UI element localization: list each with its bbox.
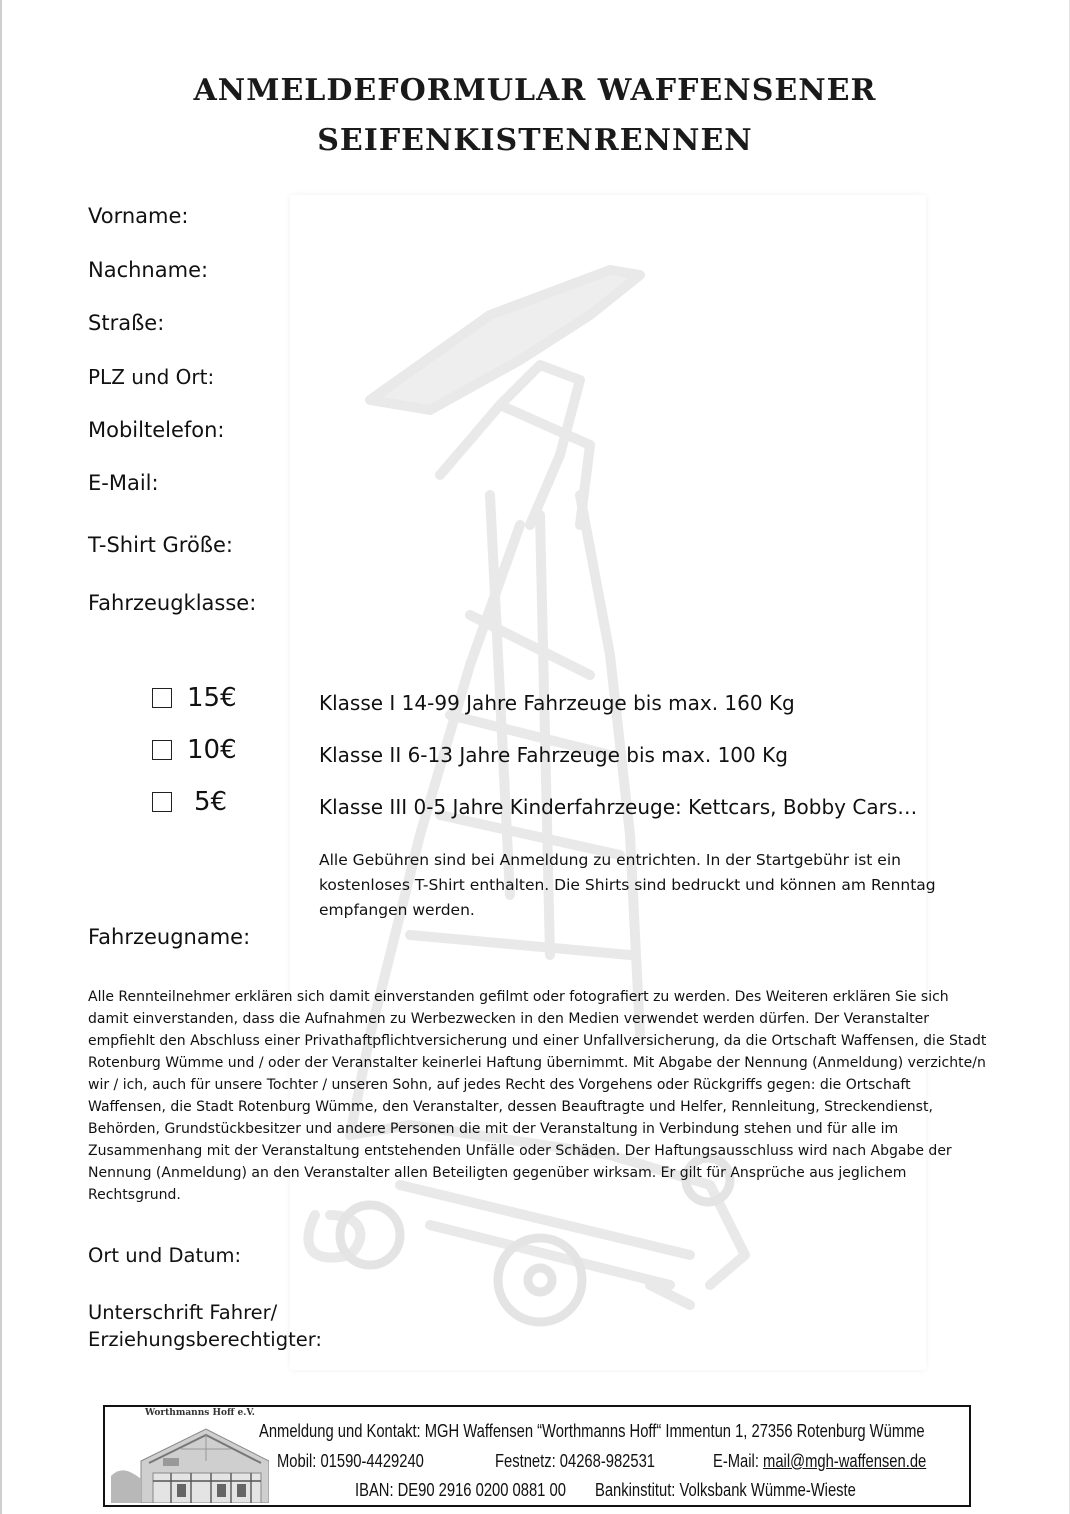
liability-disclaimer: Alle Rennteilnehmer erklären sich damit einverstanden gefilmt oder fotografiert zu werden. Des Weiteren erklären Sie sich damit einverstanden, dass die Aufnahmen zu Werbezwecken in den Medien verwendet werden dürfen. Der Veranstalter empfiehlt den Abschluss einer Privathaftpflichtversicherung und einer Unfallversicherung, da die Ortschaft Waffensen, die Stadt Rotenburg Wümme und / oder der Veranstalter keinerlei Haftung übernimmt. Mit Abgabe der Nennung (Anmeldung) verzichte/n wir / ich, auch für unsere Tochter / unseren Sohn, auf jedes Recht des Vorgehens oder Rückgriffs gegen: die Ortschaft Waffensen, die Stadt Rotenburg Wümme, den Veranstalter, dessen Beauftragte und Helfer, Rennleitung, Streckendienst, Behörden, Grundstückbesitzer und andere Personen die mit der Veranstaltung in Verbindung stehen und für alle im Zusammenhang mit der Veranstaltung entstehenden Unfälle oder Schäden. Der Haftungsausschluss wird nach Abgabe der Nennung (Anmeldung) an den Veranstalter allen Beteiligten gegenüber wirksam. Er gilt für Ansprüche aus jeglichem Rechtsgrund. (88, 989, 987, 1203)
footer-bank: Bankinstitut: Volksbank Wümme-Wieste (595, 1480, 856, 1500)
class-1-label: Klasse I 14-99 Jahre Fahrzeuge bis max. 160 Kg (319, 691, 795, 715)
footer-contact-address: Anmeldung und Kontakt: MGH Waffensen “Worthmanns Hoff“ Immentun 1, 27356 Rotenburg Wümme (259, 1421, 925, 1441)
vorname-label: Vorname: (88, 204, 189, 228)
contact-footer (103, 1405, 971, 1507)
fahrzeugname-label: Fahrzeugname: (88, 925, 251, 949)
class-2-checkbox[interactable] (152, 740, 172, 760)
fee-note: Alle Gebühren sind bei Anmeldung zu entrichten. In der Startgebühr ist ein kostenloses T-Shirt enthalten. Die Shirts sind bedruckt und können am Renntag empfangen werden. (319, 851, 936, 919)
footer-mobile: Mobil: 01590-4429240 (277, 1451, 424, 1471)
title-line-2: SEIFENKISTENRENNEN (317, 123, 753, 158)
class-1-checkbox[interactable] (152, 688, 172, 708)
class-3-checkbox[interactable] (152, 792, 172, 812)
fahrzeugklasse-label: Fahrzeugklasse: (88, 591, 257, 615)
footer-email (713, 1451, 926, 1472)
nachname-label: Nachname: (88, 258, 209, 282)
footer-email-link[interactable]: mail@mgh-waffensen.de (763, 1451, 927, 1471)
plz-ort-label: PLZ und Ort: (88, 365, 215, 389)
class-2-label: Klasse II 6-13 Jahre Fahrzeuge bis max. 100 Kg (319, 743, 788, 767)
mobiltelefon-label: Mobiltelefon: (88, 418, 225, 442)
footer-org-name: Worthmanns Hoff e.V. (145, 1408, 255, 1418)
class-3-price: 5€ (194, 787, 228, 817)
worthmanns-hoff-house-logo (111, 1421, 269, 1503)
unterschrift-label-line-1: Unterschrift Fahrer/ (88, 1301, 278, 1324)
email-label: E-Mail: (88, 471, 159, 495)
tshirt-size-label: T-Shirt Größe: (88, 533, 234, 557)
class-2-price: 10€ (187, 735, 237, 765)
footer-email-label: E-Mail: (713, 1451, 764, 1471)
ort-datum-label: Ort und Datum: (88, 1244, 242, 1267)
footer-iban: IBAN: DE90 2916 0200 0881 00 (355, 1480, 566, 1500)
footer-landline: Festnetz: 04268-982531 (495, 1451, 656, 1471)
form-title (0, 66, 1070, 166)
title-line-1: ANMELDEFORMULAR WAFFENSENER (193, 73, 877, 108)
class-3-label: Klasse III 0-5 Jahre Kinderfahrzeuge: Kettcars, Bobby Cars… (319, 795, 918, 819)
strasse-label: Straße: (88, 311, 165, 335)
unterschrift-label-line-2: Erziehungsberechtigter: (88, 1328, 322, 1351)
page-left-edge (0, 0, 2, 1514)
class-1-price: 15€ (187, 683, 237, 713)
